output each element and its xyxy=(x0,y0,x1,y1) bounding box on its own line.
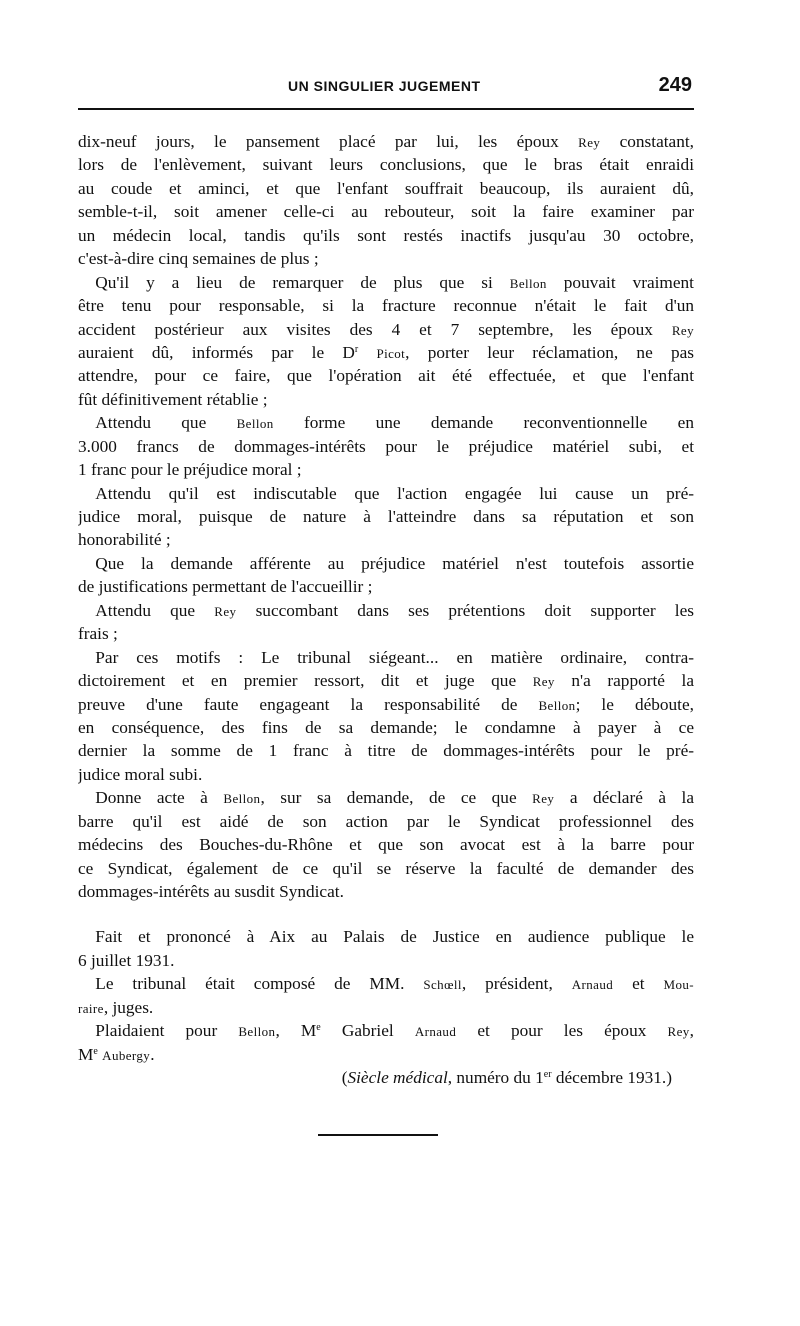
closing-rule xyxy=(318,1134,438,1136)
text-line: preuve d'une faute engageant la responsabilité de Bellon; le déboute, xyxy=(78,694,694,714)
text-line: dix-neuf jours, le pansement placé par lui, les époux Rey constatant, xyxy=(78,132,694,151)
text-line: Plaidaient pour Bellon, Me Gabriel Arnaud et pour les époux Rey, xyxy=(95,1021,694,1041)
text-line: Attendu que Bellon forme une demande reconventionnelle en xyxy=(95,413,694,433)
text-line: judice moral subi. xyxy=(78,764,203,784)
text-line: auraient dû, informés par le $D^r$ Picot, porter leur réclamation, ne pas xyxy=(78,342,694,362)
text-line: de justifications permettant de l'accueillir ; xyxy=(78,577,373,597)
text-line: Par ces motifs : Le tribunal siégeant... en matière ordinaire, contra- xyxy=(95,647,694,667)
text-line: dommages-intérêts au susdit Syndicat. xyxy=(78,882,344,901)
text-line: Le tribunal était composé de MM. Schœll, président, Arnaud et Mou- xyxy=(95,974,694,994)
text-line: Donne acte à Bellon, sur sa demande, de ce que Rey a déclaré à la xyxy=(95,788,694,808)
running-title: UN SINGULIER JUGEMENT xyxy=(288,78,481,94)
source-citation: (Siècle médical, numéro du 1er décembre 1931.) xyxy=(341,1068,672,1088)
text-line: au coude et aminci, et que l'enfant souffrait beaucoup, ils auraient dû, xyxy=(78,178,694,198)
text-line: Fait et prononcé à Aix au Palais de Justice en audience publique le xyxy=(95,927,694,947)
text-line: c'est-à-dire cinq semaines de plus ; xyxy=(78,249,319,269)
paragraph-gap xyxy=(78,903,694,925)
text-line: Me Aubergy. xyxy=(78,1044,155,1064)
text-line: attendre, pour ce faire, que l'opération ait été effectuée, et que l'enfant xyxy=(78,366,694,386)
text-line: dictoirement et en premier ressort, dit et juge que Rey n'a rapporté la xyxy=(78,671,694,691)
text-line: un médecin local, tandis qu'ils sont restés inactifs jusqu'au 30 octobre, xyxy=(78,225,694,245)
text-line: en conséquence, des fins de sa demande; le condamne à payer à ce xyxy=(78,717,694,737)
text-line: honorabilité ; xyxy=(78,530,171,550)
text-line: 6 juillet 1931. xyxy=(78,950,175,970)
text-line: 3.000 francs de dommages-intérêts pour le préjudice matériel subi, et xyxy=(78,436,694,456)
text-line: Qu'il y a lieu de remarquer de plus que si Bellon pouvait vraiment xyxy=(95,272,694,292)
text-line: raire, juges. xyxy=(78,997,154,1017)
text-line: ce Syndicat, également de ce qu'il se réserve la faculté de demander des xyxy=(78,858,694,878)
text-line: fût définitivement rétablie ; xyxy=(78,389,268,409)
text-line: Attendu que Rey succombant dans ses prétentions doit supporter les xyxy=(95,600,694,620)
text-line: dernier la somme de 1 franc à titre de dommages-intérêts pour le pré- xyxy=(78,741,694,761)
text-line: semble-t-il, soit amener celle-ci au rebouteur, soit la faire examiner par xyxy=(78,202,694,222)
text-line: Attendu qu'il est indiscutable que l'action engagée lui cause un pré- xyxy=(95,483,694,503)
judgment-text xyxy=(78,130,694,1090)
text-line: 1 franc pour le préjudice moral ; xyxy=(78,460,302,480)
header-rule xyxy=(78,108,694,110)
book-page xyxy=(78,0,694,1326)
text-line: accident postérieur aux visites des 4 et 7 septembre, les époux Rey xyxy=(78,319,694,339)
text-line: être tenu pour responsable, si la fracture reconnue n'était le fait d'un xyxy=(78,296,694,316)
text-line: judice moral, puisque de nature à l'atteindre dans sa réputation et son xyxy=(78,507,694,526)
running-head xyxy=(78,74,694,96)
text-line: lors de l'enlèvement, suivant leurs conclusions, que le bras était enraidi xyxy=(78,155,694,175)
text-line: médecins des Bouches-du-Rhône et que son avocat est à la barre pour xyxy=(78,835,694,855)
text-line: barre qu'il est aidé de son action par le Syndicat professionnel des xyxy=(78,811,694,831)
page-number: 249 xyxy=(658,74,692,96)
text-line: Que la demande afférente au préjudice matériel n'est toutefois assortie xyxy=(95,553,694,573)
text-line: frais ; xyxy=(78,624,118,644)
